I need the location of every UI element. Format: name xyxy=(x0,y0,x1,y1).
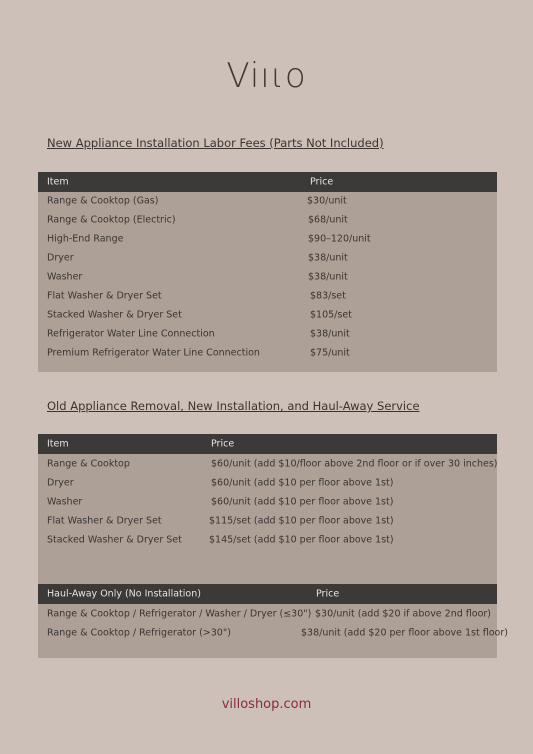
header-item: Item xyxy=(47,438,69,450)
table-row xyxy=(38,511,497,530)
row-item: Range & Cooktop / Refrigerator / Washer / Dryer (≤30") xyxy=(47,608,312,619)
header-price: Price xyxy=(211,438,235,450)
table-row xyxy=(38,324,497,343)
table-row xyxy=(38,530,497,549)
haul-away-header xyxy=(38,584,497,604)
row-price: $90–120/unit xyxy=(308,233,371,244)
row-item: Dryer xyxy=(47,477,74,488)
table-row xyxy=(38,473,497,492)
header-item: Haul-Away Only (No Installation) xyxy=(47,588,201,600)
row-item: Stacked Washer & Dryer Set xyxy=(47,534,182,545)
table-header xyxy=(38,172,497,192)
row-item: Range & Cooktop xyxy=(47,458,130,469)
header-price: Price xyxy=(316,588,340,600)
website-link[interactable]: villoshop.com xyxy=(221,697,312,712)
row-item: Range & Cooktop (Gas) xyxy=(47,195,159,206)
row-price: $75/unit xyxy=(310,347,350,358)
table-row xyxy=(38,267,497,286)
table-row xyxy=(38,305,497,324)
brand-logo: Viıιo xyxy=(226,56,307,96)
row-price: $38/unit xyxy=(310,328,350,339)
header-item: Item xyxy=(47,176,69,188)
table-header xyxy=(38,434,497,454)
row-item: Range & Cooktop / Refrigerator (>30") xyxy=(47,627,231,638)
row-item: Flat Washer & Dryer Set xyxy=(47,515,162,526)
table-row xyxy=(38,286,497,305)
table-row xyxy=(38,343,497,362)
row-price: $30/unit xyxy=(307,195,347,206)
row-price: $105/set xyxy=(310,309,352,320)
table-row xyxy=(38,492,497,511)
row-item: High-End Range xyxy=(47,233,124,244)
table-removal-installation xyxy=(38,434,508,658)
row-item: Range & Cooktop (Electric) xyxy=(47,214,176,225)
row-item: Washer xyxy=(47,496,83,507)
row-item: Stacked Washer & Dryer Set xyxy=(47,309,182,320)
row-price: $60/unit (add $10/floor above 2nd floor or if over 30 inches) xyxy=(211,458,498,469)
row-price: $38/unit xyxy=(308,252,348,263)
table-row xyxy=(38,454,497,473)
row-item: Premium Refrigerator Water Line Connection xyxy=(47,347,260,358)
header-price: Price xyxy=(310,176,334,188)
row-price: $68/unit xyxy=(308,214,348,225)
row-item: Dryer xyxy=(47,252,74,263)
row-price: $145/set (add $10 per floor above 1st) xyxy=(209,534,394,545)
row-price: $30/unit (add $20 if above 2nd floor) xyxy=(315,608,492,619)
table-row xyxy=(38,623,508,642)
table-row xyxy=(38,229,497,248)
row-price: $60/unit (add $10 per floor above 1st) xyxy=(211,496,394,507)
row-price: $38/unit xyxy=(308,271,348,282)
row-price: $115/set (add $10 per floor above 1st) xyxy=(209,515,394,526)
table-row xyxy=(38,210,497,229)
row-price: $83/set xyxy=(310,290,346,301)
section-title-new-installation: New Appliance Installation Labor Fees (Parts Not Included) xyxy=(47,136,384,150)
row-item: Refrigerator Water Line Connection xyxy=(47,328,215,339)
row-item: Flat Washer & Dryer Set xyxy=(47,290,162,301)
table-new-installation xyxy=(38,172,497,372)
table-row xyxy=(38,248,497,267)
row-price: $60/unit (add $10 per floor above 1st) xyxy=(211,477,394,488)
section-title-removal-installation: Old Appliance Removal, New Installation, and Haul-Away Service xyxy=(47,399,420,413)
table-row xyxy=(38,191,497,210)
row-item: Washer xyxy=(47,271,83,282)
row-price: $38/unit (add $20 per floor above 1st floor) xyxy=(301,627,508,638)
table-row xyxy=(38,604,497,623)
